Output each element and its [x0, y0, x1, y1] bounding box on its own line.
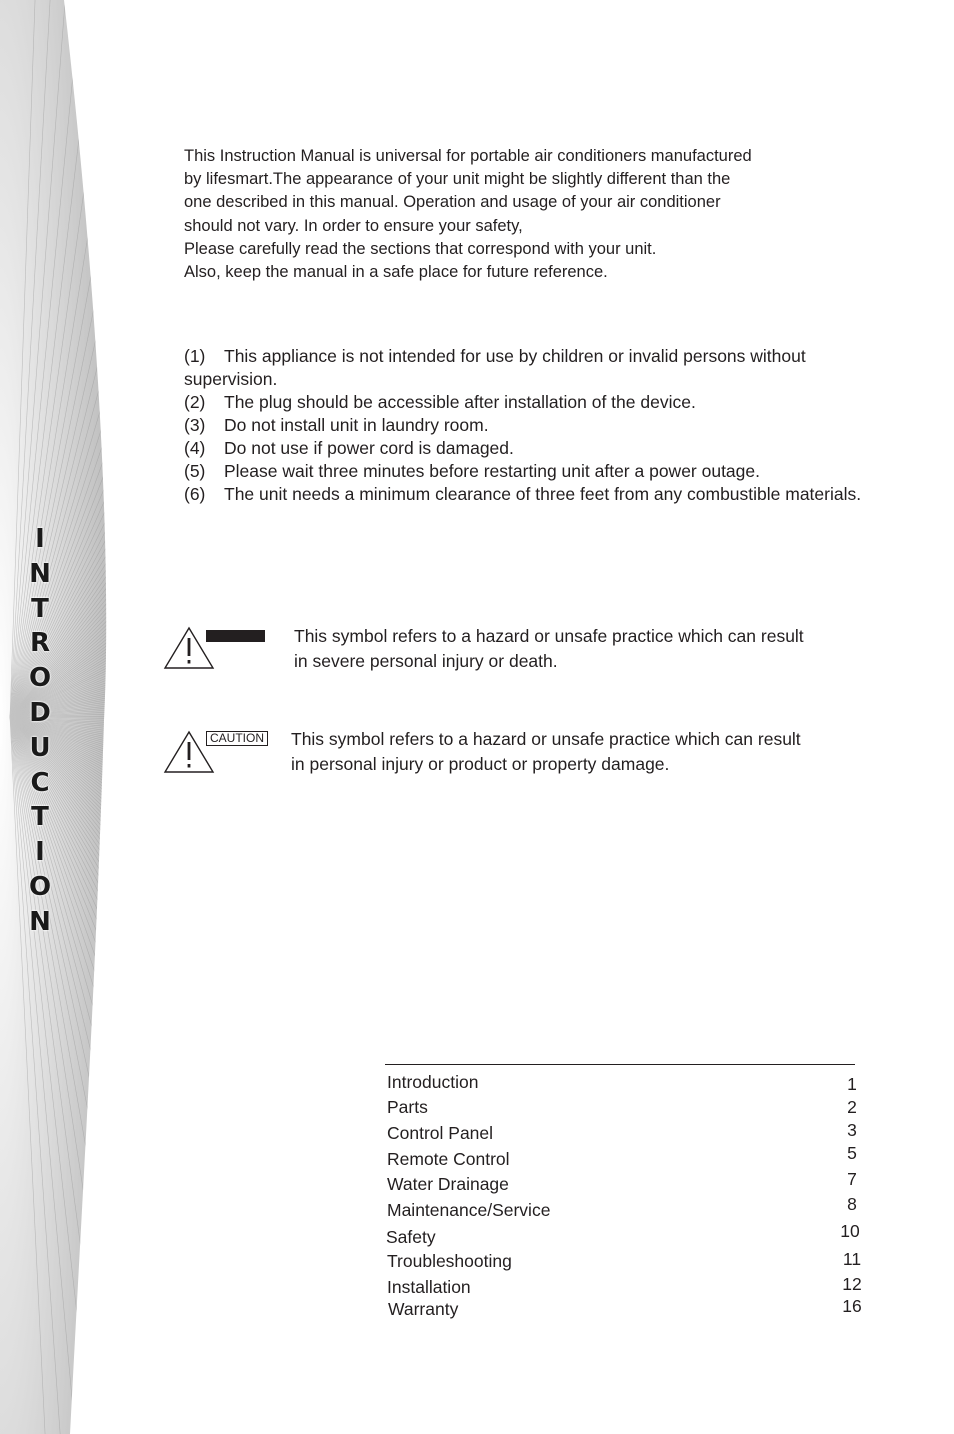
list-item-number: (5)	[184, 461, 206, 481]
side-heading-letter: I	[35, 837, 45, 868]
list-item	[184, 460, 944, 483]
side-heading-letter: U	[29, 732, 51, 763]
side-heading-letter: N	[29, 558, 51, 589]
side-heading-letter: N	[29, 906, 51, 937]
intro-line: Please carefully read the sections that correspond with your unit.	[184, 239, 657, 258]
caution-description-line: in personal injury or product or property damage.	[291, 754, 670, 774]
side-heading-letter: O	[28, 663, 52, 694]
toc-item-page: 2	[847, 1097, 857, 1117]
toc-item-title: Safety	[386, 1227, 436, 1247]
list-item-text: Do not install unit in laundry room.	[224, 415, 489, 435]
toc-item-title: Parts	[387, 1097, 428, 1117]
table-of-contents	[385, 1064, 862, 1319]
toc-item-title: Control Panel	[387, 1123, 494, 1143]
list-item-text: Do not use if power cord is damaged.	[224, 438, 514, 458]
toc-item-title: Remote Control	[387, 1149, 510, 1169]
side-heading-letter: T	[31, 802, 49, 833]
caution-label: CAUTION	[206, 731, 268, 746]
intro-line: Also, keep the manual in a safe place for future reference.	[184, 263, 608, 282]
list-item	[184, 437, 944, 460]
caution-description-line: This symbol refers to a hazard or unsafe practice which can result	[291, 729, 801, 749]
list-item-number: (2)	[184, 392, 206, 412]
intro-line: one described in this manual. Operation and usage of your air conditioner	[184, 193, 721, 212]
list-item-number: (6)	[184, 484, 206, 504]
list-item-text: The plug should be accessible after installation of the device.	[224, 392, 696, 412]
safety-notes-list	[184, 345, 944, 506]
side-heading-letter: R	[29, 628, 51, 659]
list-item	[184, 391, 944, 414]
toc-item-page: 10	[840, 1221, 860, 1241]
toc-item-title: Installation	[387, 1277, 471, 1297]
caution-description	[291, 727, 801, 777]
toc-item-title: Water Drainage	[387, 1174, 509, 1194]
list-item-text: Please wait three minutes before restarting unit after a power outage.	[224, 461, 760, 481]
side-heading	[20, 522, 60, 940]
list-item-text: This appliance is not intended for use by children or invalid persons without	[224, 346, 806, 366]
toc-item-title: Warranty	[388, 1299, 459, 1319]
warning-description	[294, 624, 804, 674]
toc-item-title: Introduction	[387, 1072, 479, 1092]
side-heading-letter: O	[28, 871, 52, 902]
side-heading-letter: I	[35, 524, 45, 554]
intro-line: should not vary. In order to ensure your safety,	[184, 216, 523, 235]
toc-item-page: 3	[847, 1120, 857, 1140]
side-heading-letter: T	[31, 593, 49, 624]
list-item-number: (1)	[184, 346, 206, 366]
intro-line: This Instruction Manual is universal for portable air conditioners manufactured	[184, 147, 752, 165]
toc-item-page: 1	[847, 1074, 857, 1094]
warning-description-line: in severe personal injury or death.	[294, 651, 558, 671]
side-heading-letter: C	[30, 767, 50, 798]
list-item	[184, 483, 944, 506]
list-item-continuation: supervision.	[184, 369, 278, 389]
toc-item-page: 12	[842, 1274, 862, 1294]
warning-description-line: This symbol refers to a hazard or unsafe practice which can result	[294, 626, 804, 646]
list-item-number: (4)	[184, 438, 206, 458]
toc-item-page: 11	[842, 1249, 862, 1269]
intro-line: by lifesmart.The appearance of your unit might be slightly different than the	[184, 170, 731, 189]
toc-item-title: Troubleshooting	[387, 1251, 512, 1271]
toc-item-page: 7	[847, 1169, 857, 1189]
toc-item-title: Maintenance/Service	[387, 1200, 551, 1220]
intro-paragraph	[184, 145, 884, 284]
list-item-text: The unit needs a minimum clearance of three feet from any combustible materials.	[224, 484, 862, 504]
list-item	[184, 414, 944, 437]
warning-label-bar	[206, 630, 265, 642]
toc-item-page: 16	[842, 1296, 862, 1316]
toc-item-page: 5	[847, 1143, 857, 1163]
side-heading-letter: D	[29, 697, 51, 728]
list-item-number: (3)	[184, 415, 206, 435]
toc-item-page: 8	[847, 1194, 857, 1214]
list-item	[184, 345, 944, 368]
